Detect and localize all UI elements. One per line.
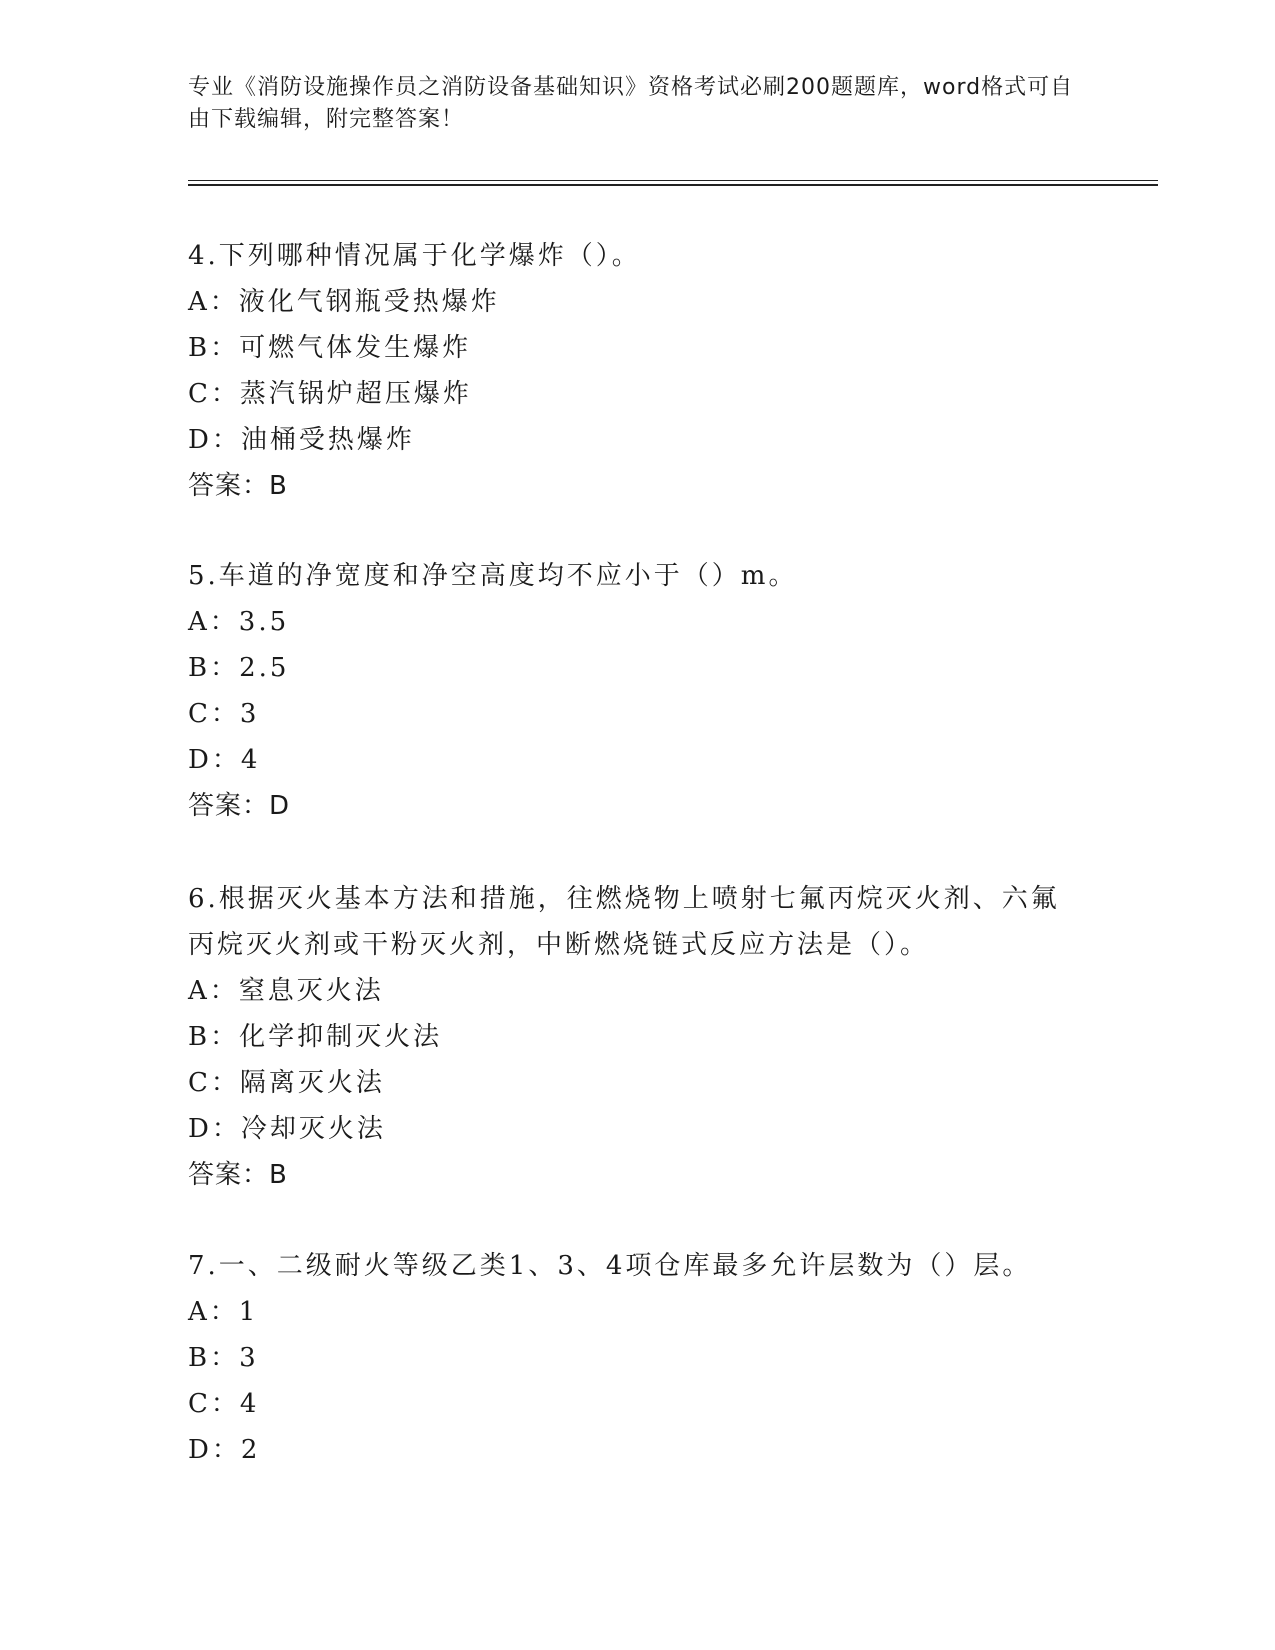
option-a: A：窒息灭火法 — [188, 976, 384, 1006]
option-d: D：油桶受热爆炸 — [188, 425, 415, 455]
option-c: C：4 — [188, 1389, 260, 1419]
option-c: C：3 — [188, 699, 260, 729]
answer-text: 答案：B — [188, 471, 288, 501]
option-a: A：液化气钢瓶受热爆炸 — [188, 287, 500, 317]
option-b: B：3 — [188, 1343, 259, 1373]
question-stem: 6.根据灭火基本方法和措施，往燃烧物上喷射七氟丙烷灭火剂、六氟丙烷灭火剂或干粉灭火剂，中断燃烧链式反应方法是（）。 — [188, 884, 1060, 960]
document-header: 专业《消防设施操作员之消防设备基础知识》资格考试必刷200题题库，word格式可自由下载编辑，附完整答案！ — [188, 75, 1074, 132]
question-7 — [188, 1243, 1088, 1473]
option-a: A：1 — [188, 1297, 259, 1327]
option-d: D：冷却灭火法 — [188, 1114, 386, 1144]
option-d: D：2 — [188, 1435, 261, 1465]
option-d: D：4 — [188, 745, 261, 775]
question-6 — [188, 876, 1088, 1198]
question-stem: 5.车道的净宽度和净空高度均不应小于（）m。 — [188, 561, 798, 591]
option-c: C：隔离灭火法 — [188, 1068, 385, 1098]
option-b: B：可燃气体发生爆炸 — [188, 333, 472, 363]
header-divider-top — [188, 180, 1158, 181]
header-divider-bottom — [188, 184, 1158, 186]
option-c: C：蒸汽锅炉超压爆炸 — [188, 379, 472, 409]
option-a: A：3.5 — [188, 607, 290, 637]
question-stem: 7.一、二级耐火等级乙类1、3、4项仓库最多允许层数为（）层。 — [188, 1251, 1032, 1281]
answer-text: 答案：D — [188, 791, 291, 821]
answer-text: 答案：B — [188, 1160, 288, 1190]
question-5 — [188, 553, 1088, 829]
question-4 — [188, 233, 1088, 509]
question-stem: 4.下列哪种情况属于化学爆炸（）。 — [188, 241, 641, 271]
option-b: B：化学抑制灭火法 — [188, 1022, 443, 1052]
option-b: B：2.5 — [188, 653, 290, 683]
